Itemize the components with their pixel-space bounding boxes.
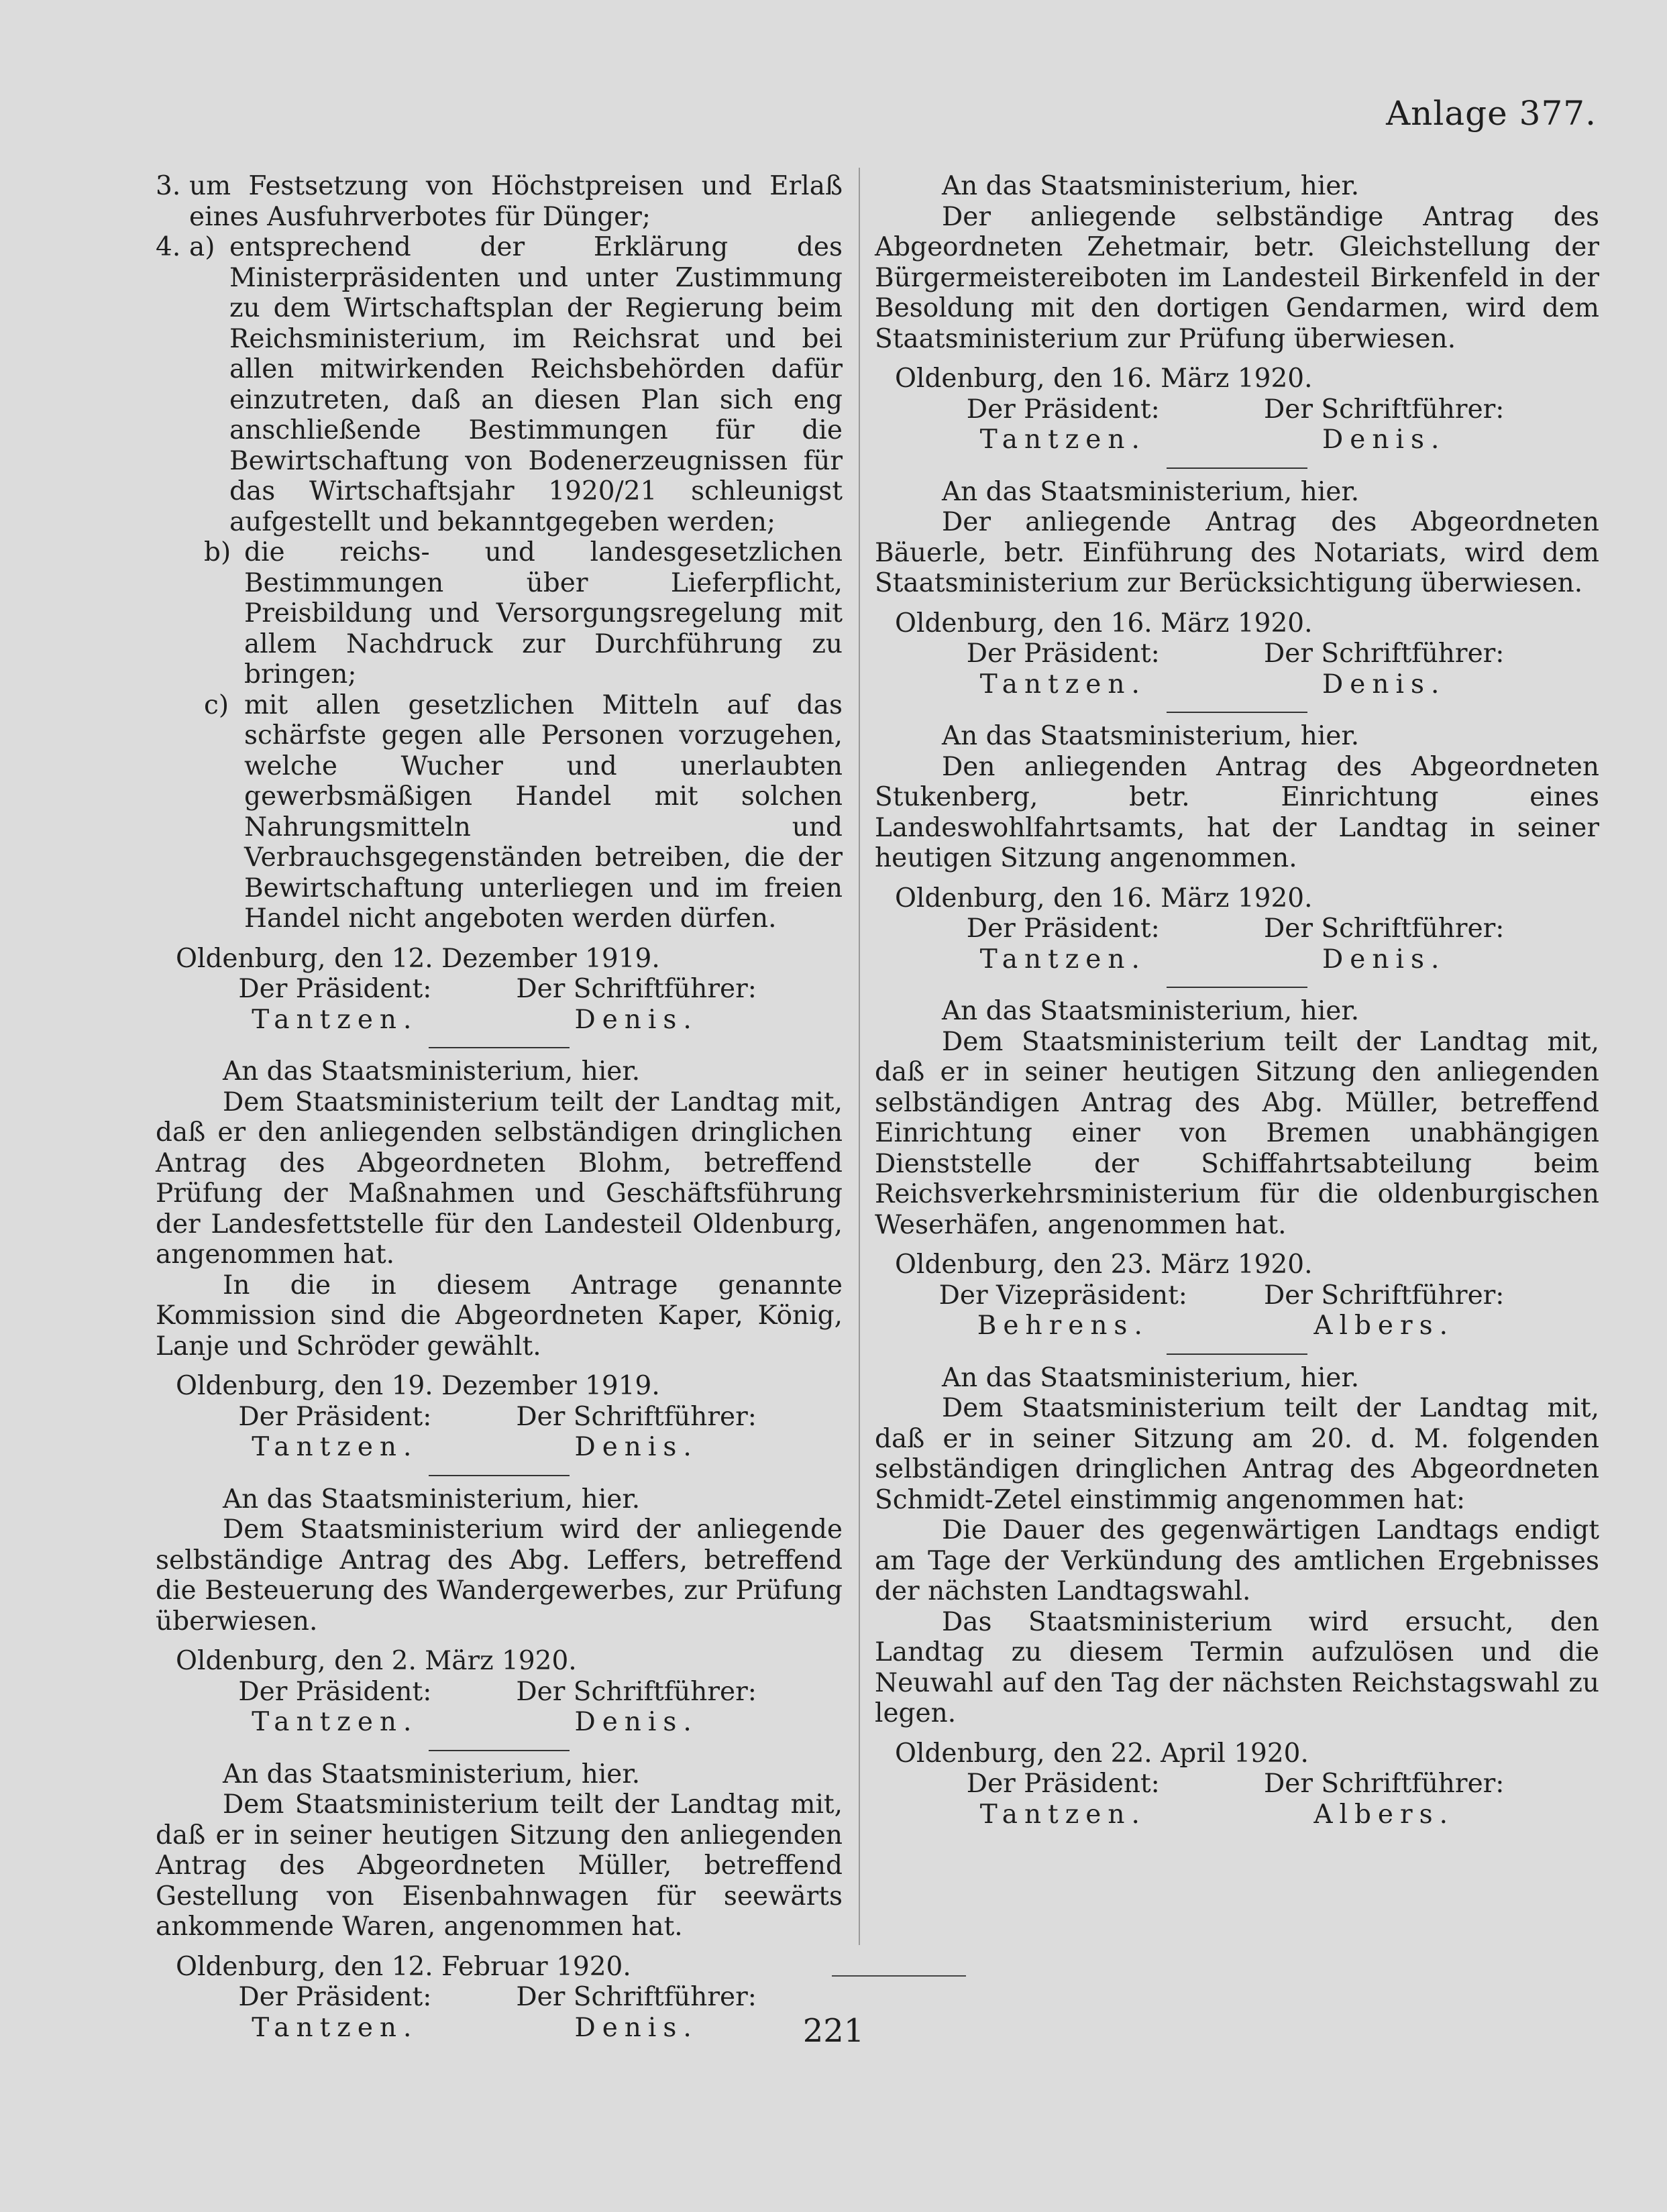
address-line: An das Staatsministerium, hier. bbox=[223, 1484, 641, 1514]
secretary-title: Der Schriftführer: bbox=[1263, 394, 1505, 425]
signature-names bbox=[875, 669, 1599, 700]
column-divider bbox=[859, 168, 860, 1945]
separator bbox=[429, 1750, 570, 1751]
date-line: Oldenburg, den 16. März 1920. bbox=[895, 608, 1313, 639]
list-item-4 bbox=[156, 232, 843, 537]
president-name: Tantzen. bbox=[979, 425, 1146, 455]
president-title: Der Präsident: bbox=[238, 1982, 432, 2012]
secretary-name: Albers. bbox=[1313, 1799, 1455, 1830]
president-title: Der Präsident: bbox=[238, 974, 432, 1004]
sub-item-a bbox=[189, 232, 843, 537]
paragraph: Dem Staatsministerium teilt der Landtag mit, daß er in seiner heutigen Sitzung den anliegenden Antrag des Abgeordneten Müller, betreffend Gestellung von Eisenbahnwagen für seewärts ankommende Waren, angenommen hat. bbox=[156, 1789, 843, 1942]
separator bbox=[429, 1475, 570, 1476]
president-title: Der Präsident: bbox=[966, 639, 1160, 669]
signature-titles bbox=[875, 1769, 1599, 1800]
signature-names bbox=[875, 944, 1599, 975]
sub-text: mit allen gesetzlichen Mitteln auf das schärfste gegen alle Personen vorzugehen, welche Wucher und unerlaubten gewerbsmäßigen Handel mit solchen Nahrungsmitteln und Verbrauchsgegenständen betreiben, die der Bewirtschaftung unterliegen und im freien Handel nicht angeboten werden dürfen. bbox=[244, 689, 843, 934]
address-line: An das Staatsministerium, hier. bbox=[942, 1362, 1360, 1393]
list-item-3 bbox=[156, 171, 843, 232]
signature-names bbox=[875, 425, 1599, 455]
date-line: Oldenburg, den 12. Dezember 1919. bbox=[176, 943, 660, 974]
president-title: Der Präsident: bbox=[966, 914, 1160, 944]
paragraph: Dem Staatsministerium teilt der Landtag mit, daß er in seiner heutigen Sitzung den anliegenden selbständigen Antrag des Abg. Müller, betreffend Einrichtung einer von Bremen unabhängigen Dienststelle der Schiffahrtsabteilung beim Reichsverkehrsministerium für die oldenburgischen Weserhäfen, angenommen hat. bbox=[875, 1026, 1599, 1240]
date-line: Oldenburg, den 19. Dezember 1919. bbox=[176, 1371, 660, 1401]
president-name: Tantzen. bbox=[252, 1707, 419, 1737]
right-column bbox=[875, 171, 1599, 1830]
paragraph: Dem Staatsministerium teilt der Landtag mit, daß er in seiner Sitzung am 20. d. M. folgenden selbständigen dringlichen Antrag des Abgeordneten Schmidt-Zetel einstimmig angenommen hat: bbox=[875, 1393, 1599, 1515]
left-column bbox=[156, 171, 843, 2043]
paragraph: In die in diesem Antrage genannte Kommission sind die Abgeordneten Kaper, König, Lanje und Schröder gewählt. bbox=[156, 1270, 843, 1362]
date-line: Oldenburg, den 23. März 1920. bbox=[895, 1250, 1313, 1280]
list-number: 4. bbox=[156, 232, 181, 262]
president-name: Tantzen. bbox=[979, 944, 1146, 975]
president-name: Tantzen. bbox=[252, 1432, 419, 1462]
footer-rule bbox=[832, 1975, 966, 1977]
signature-titles bbox=[156, 1402, 843, 1433]
paragraph: Den anliegenden Antrag des Abgeordneten Stukenberg, betr. Einrichtung eines Landeswohlfahrtsamts, hat der Landtag in seiner heutigen Sitzung angenommen. bbox=[875, 751, 1599, 873]
paragraph: Dem Staatsministerium teilt der Landtag mit, daß er den anliegenden selbständigen dringlichen Antrag des Abgeordneten Blohm, betreffend Prüfung der Maßnahmen und Geschäftsführung der Landesfettstelle für den Landesteil Oldenburg, angenommen hat. bbox=[156, 1087, 843, 1270]
date-line: Oldenburg, den 22. April 1920. bbox=[895, 1738, 1309, 1769]
separator bbox=[1167, 712, 1307, 713]
secretary-title: Der Schriftführer: bbox=[1263, 1769, 1505, 1799]
address-line: An das Staatsministerium, hier. bbox=[942, 996, 1360, 1026]
date-line: Oldenburg, den 12. Februar 1920. bbox=[176, 1951, 631, 1982]
address-line: An das Staatsministerium, hier. bbox=[223, 1759, 641, 1789]
secretary-name: Denis. bbox=[574, 1432, 698, 1462]
paragraph: Der anliegende Antrag des Abgeordneten Bäuerle, betr. Einführung des Notariats, wird dem Staatsministerium zur Berücksichtigung überwiesen. bbox=[875, 507, 1599, 598]
secretary-title: Der Schriftführer: bbox=[1263, 639, 1505, 669]
secretary-name: Denis. bbox=[574, 2012, 698, 2043]
president-title: Der Präsident: bbox=[238, 1401, 432, 1432]
sub-label: a) bbox=[189, 232, 215, 262]
signature-titles bbox=[156, 974, 843, 1005]
secretary-title: Der Schriftführer: bbox=[1263, 914, 1505, 944]
sub-item-c bbox=[204, 690, 843, 934]
signature-titles bbox=[875, 1280, 1599, 1311]
separator bbox=[1167, 987, 1307, 988]
paragraph: Dem Staatsministerium wird der anliegende selbständige Antrag des Abg. Leffers, betreffend die Besteuerung des Wandergewerbes, zur Prüfung überwiesen. bbox=[156, 1514, 843, 1637]
signature-names bbox=[156, 1432, 843, 1463]
secretary-title: Der Schriftführer: bbox=[516, 1401, 757, 1432]
sub-item-b bbox=[204, 537, 843, 690]
list-text: um Festsetzung von Höchstpreisen und Erlaß eines Ausfuhrverbotes für Dünger; bbox=[189, 171, 843, 232]
signature-names bbox=[875, 1311, 1599, 1341]
president-name: Tantzen. bbox=[252, 2012, 419, 2043]
page-number: 221 bbox=[802, 2012, 865, 2050]
secretary-name: Albers. bbox=[1313, 1311, 1455, 1341]
signature-titles bbox=[156, 1982, 843, 2013]
sub-label: c) bbox=[204, 689, 229, 720]
signature-titles bbox=[156, 1677, 843, 1708]
secretary-name: Denis. bbox=[1322, 425, 1446, 455]
secretary-name: Denis. bbox=[574, 1004, 698, 1035]
paragraph: Das Staatsministerium wird ersucht, den Landtag zu diesem Termin aufzulösen und die Neuwahl auf den Tag der nächsten Reichstagswahl zu legen. bbox=[875, 1606, 1599, 1728]
president-title: Der Präsident: bbox=[966, 394, 1160, 425]
secretary-title: Der Schriftführer: bbox=[516, 1982, 757, 2012]
address-line: An das Staatsministerium, hier. bbox=[942, 171, 1360, 201]
separator bbox=[1167, 467, 1307, 469]
secretary-name: Denis. bbox=[1322, 669, 1446, 700]
signature-names bbox=[875, 1800, 1599, 1830]
president-name: Tantzen. bbox=[979, 1799, 1146, 1830]
signature-names bbox=[156, 1005, 843, 1036]
address-line: An das Staatsministerium, hier. bbox=[942, 476, 1360, 507]
separator bbox=[429, 1047, 570, 1048]
paragraph: Der anliegende selbständige Antrag des Abgeordneten Zehetmair, betr. Gleichstellung der Bürgermeistereiboten im Landesteil Birkenfeld in der Besoldung mit den dortigen Gendarmen, wird dem Staatsministerium zur Prüfung überwiesen. bbox=[875, 201, 1599, 354]
president-name: Tantzen. bbox=[252, 1004, 419, 1035]
separator bbox=[1167, 1353, 1307, 1355]
sub-text: entsprechend der Erklärung des Ministerpräsidenten und unter Zustimmung zu dem Wirtschaftsplan der Regierung beim Reichsministerium, im Reichsrat und bei allen mitwirkenden Reichsbehörden dafür einzutreten, daß an diesen Plan sich eng anschließende Bestimmungen für die Bewirtschaftung von Bodenerzeugnissen für das Wirtschaftsjahr 1920/21 schleunigst aufgestellt und bekanntgegeben werden; bbox=[229, 232, 843, 537]
president-name: Tantzen. bbox=[979, 669, 1146, 700]
secretary-title: Der Schriftführer: bbox=[1263, 1280, 1505, 1311]
vice-president-name: Behrens. bbox=[977, 1311, 1149, 1341]
president-title: Der Präsident: bbox=[966, 1769, 1160, 1799]
date-line: Oldenburg, den 16. März 1920. bbox=[895, 883, 1313, 914]
vice-president-title: Der Vizepräsident: bbox=[938, 1280, 1187, 1311]
address-line: An das Staatsministerium, hier. bbox=[942, 721, 1360, 751]
paragraph: Die Dauer des gegenwärtigen Landtags endigt am Tage der Verkündung des amtlichen Ergebnisses der nächsten Landtagswahl. bbox=[875, 1515, 1599, 1606]
date-line: Oldenburg, den 2. März 1920. bbox=[176, 1646, 577, 1676]
secretary-title: Der Schriftführer: bbox=[516, 1676, 757, 1707]
sub-label: b) bbox=[204, 537, 231, 567]
address-line: An das Staatsministerium, hier. bbox=[223, 1056, 641, 1087]
signature-titles bbox=[875, 394, 1599, 425]
signature-titles bbox=[875, 639, 1599, 669]
list-number: 3. bbox=[156, 171, 181, 201]
secretary-name: Denis. bbox=[574, 1707, 698, 1737]
signature-titles bbox=[875, 914, 1599, 944]
annex-number: Anlage 377. bbox=[1386, 94, 1597, 133]
secretary-name: Denis. bbox=[1322, 944, 1446, 975]
signature-names bbox=[156, 1707, 843, 1738]
president-title: Der Präsident: bbox=[238, 1676, 432, 1707]
secretary-title: Der Schriftführer: bbox=[516, 974, 757, 1004]
date-line: Oldenburg, den 16. März 1920. bbox=[895, 364, 1313, 394]
sub-text: die reichs- und landesgesetzlichen Bestimmungen über Lieferpflicht, Preisbildung und Versorgungsregelung mit allem Nachdruck zur Durchführung zu bringen; bbox=[244, 537, 843, 689]
